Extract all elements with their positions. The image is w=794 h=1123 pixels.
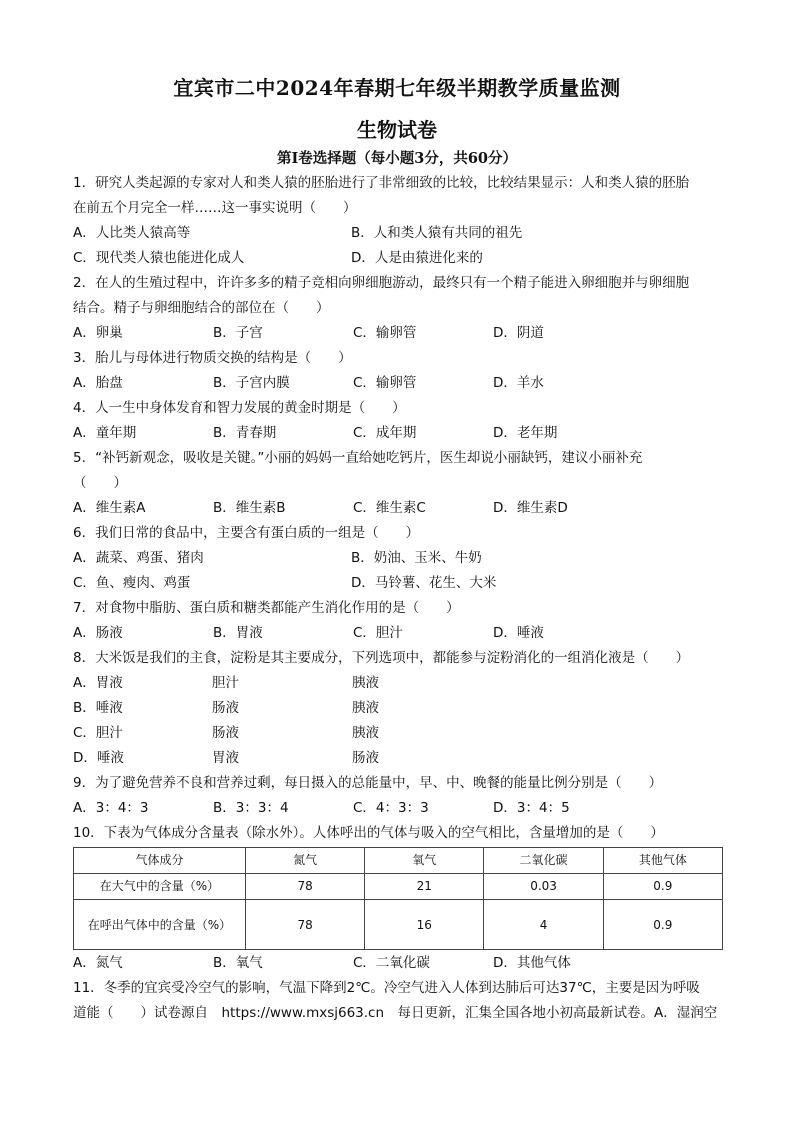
option-label: D．唾液 <box>73 750 124 766</box>
table-cell: 4 <box>484 900 603 950</box>
table-cell: 78 <box>245 900 364 950</box>
question-stem-line: 2．在人的生殖过程中，许许多多的精子竞相向卵细胞游动，最终只有一个精子能进入卵细胞并与卵细胞 <box>73 275 690 291</box>
gas-composition-table <box>73 847 723 950</box>
option-row <box>73 621 723 646</box>
option-c: C．输卵管 <box>353 375 417 391</box>
question-stem-line: 5．“补钙新观念，吸收是关键。”小丽的妈妈一直给她吃钙片，医生却说小丽缺钙，建议小丽补充 <box>73 450 643 466</box>
option-c: C．二氧化碳 <box>353 955 430 971</box>
option-row-d <box>73 746 723 771</box>
question-stem-line: 4．人一生中身体发育和智力发展的黄金时期是（ ） <box>73 400 406 416</box>
question-3 <box>73 346 723 396</box>
option-c: C．成年期 <box>353 425 417 441</box>
table-cell: 0.9 <box>603 900 722 950</box>
option-d: D．维生素D <box>493 500 568 516</box>
question-list <box>73 171 723 1026</box>
question-11 <box>73 976 723 1026</box>
option-d: D．其他气体 <box>493 955 571 971</box>
option-row <box>73 246 723 271</box>
question-7 <box>73 596 723 646</box>
option-label: C．胆汁 <box>73 725 123 741</box>
question-stem-line: 道能（ ）试卷源自 https://www.mxsj663.cn 每日更新，汇集全国各地小初高最新试卷。A．湿润空 <box>73 1005 718 1021</box>
option-item: 肠液 <box>212 700 239 716</box>
table-header: 其他气体 <box>603 848 722 874</box>
option-c: C．4：3：3 <box>353 800 429 816</box>
option-d: D．马铃薯、花生、大米 <box>351 575 497 591</box>
option-b: B．奶油、玉米、牛奶 <box>351 550 482 566</box>
option-c: C．鱼、瘦肉、鸡蛋 <box>73 575 191 591</box>
question-stem-line: 11．冬季的宜宾受冷空气的影响，气温下降到2℃。冷空气进入人体到达肺后可达37℃，主要是因为呼吸 <box>73 980 700 996</box>
option-row <box>73 571 723 596</box>
table-cell: 21 <box>365 874 484 900</box>
option-c: C．胆汁 <box>353 625 403 641</box>
option-a: A．氮气 <box>73 955 123 971</box>
option-label: A．胃液 <box>73 675 123 691</box>
exam-subject: 生物试卷 <box>357 118 437 142</box>
question-stem-line: （ ） <box>73 475 127 491</box>
exam-title: 宜宾市二中2024年春期七年级半期教学质量监测 <box>173 76 621 100</box>
question-8 <box>73 646 723 771</box>
option-row-a <box>73 671 723 696</box>
question-4 <box>73 396 723 446</box>
question-stem-line: 在前五个月完全一样……这一事实说明（ ） <box>73 200 357 216</box>
option-label: B．唾液 <box>73 700 123 716</box>
question-stem-line: 3．胎儿与母体进行物质交换的结构是（ ） <box>73 350 352 366</box>
option-b: B．胃液 <box>213 625 263 641</box>
table-header: 气体成分 <box>74 848 246 874</box>
option-item: 肠液 <box>352 750 379 766</box>
table-cell: 0.03 <box>484 874 603 900</box>
option-a: A．卵巢 <box>73 325 123 341</box>
option-row <box>73 496 723 521</box>
question-stem-line: 6．我们日常的食品中，主要含有蛋白质的一组是（ ） <box>73 525 420 541</box>
question-stem-line: 8．大米饭是我们的主食，淀粉是其主要成分，下列选项中，都能参与淀粉消化的一组消化液是（ ） <box>73 650 690 666</box>
question-9 <box>73 771 723 821</box>
section-heading: 第Ⅰ卷选择题（每小题3分，共60分） <box>276 150 518 167</box>
option-b: B．3：3：4 <box>213 800 289 816</box>
option-item: 胆汁 <box>212 675 239 691</box>
table-cell: 16 <box>365 900 484 950</box>
question-stem-line: 1．研究人类起源的专家对人和类人猿的胚胎进行了非常细致的比较，比较结果显示：人和类人猿的胚胎 <box>73 175 690 191</box>
table-cell: 78 <box>245 874 364 900</box>
table-header: 氧气 <box>365 848 484 874</box>
option-a: A．维生素A <box>73 500 146 516</box>
table-header: 氮气 <box>245 848 364 874</box>
option-d: D．羊水 <box>493 375 544 391</box>
option-d: D．人是由猿进化来的 <box>351 250 483 266</box>
option-item: 胰液 <box>352 725 379 741</box>
table-row <box>74 874 723 900</box>
question-stem-line: 结合。精子与卵细胞结合的部位在（ ） <box>73 300 330 316</box>
option-item: 胰液 <box>352 700 379 716</box>
option-row <box>73 796 723 821</box>
option-d: D．唾液 <box>493 625 544 641</box>
question-6 <box>73 521 723 596</box>
question-stem-line: 9．为了避免营养不良和营养过剩，每日摄入的总能量中，早、中、晚餐的能量比例分别是（ ） <box>73 775 663 791</box>
option-c: C．输卵管 <box>353 325 417 341</box>
option-d: D．3：4：5 <box>493 800 570 816</box>
option-b: B．青春期 <box>213 425 277 441</box>
option-a: A．人比类人猿高等 <box>73 225 191 241</box>
question-10 <box>73 821 723 976</box>
table-row <box>74 900 723 950</box>
option-row <box>73 546 723 571</box>
option-row <box>73 371 723 396</box>
option-row <box>73 951 723 976</box>
option-row <box>73 321 723 346</box>
question-stem-line: 10．下表为气体成分含量表（除水外）。人体呼出的气体与吸入的空气相比，含量增加的是（ ） <box>73 825 664 841</box>
table-cell: 在大气中的含量（%） <box>74 874 246 900</box>
option-item: 胃液 <box>212 750 239 766</box>
table-header: 二氧化碳 <box>484 848 603 874</box>
table-cell: 在呼出气体中的含量（%） <box>74 900 246 950</box>
question-2 <box>73 271 723 346</box>
table-header-row <box>74 848 723 874</box>
option-d: D．老年期 <box>493 425 558 441</box>
option-item: 胰液 <box>352 675 379 691</box>
question-5 <box>73 446 723 521</box>
option-b: B．氧气 <box>213 955 263 971</box>
question-stem-line: 7．对食物中脂肪、蛋白质和糖类都能产生消化作用的是（ ） <box>73 600 460 616</box>
option-row-b <box>73 696 723 721</box>
table-cell: 0.9 <box>603 874 722 900</box>
option-row-c <box>73 721 723 746</box>
option-item: 肠液 <box>212 725 239 741</box>
option-c: C．现代类人猿也能进化成人 <box>73 250 245 266</box>
option-b: B．人和类人猿有共同的祖先 <box>351 225 523 241</box>
option-a: A．童年期 <box>73 425 137 441</box>
option-d: D．阴道 <box>493 325 544 341</box>
option-a: A．3：4：3 <box>73 800 149 816</box>
option-b: B．子宫内膜 <box>213 375 290 391</box>
option-b: B．子宫 <box>213 325 263 341</box>
option-b: B．维生素B <box>213 500 286 516</box>
option-row <box>73 221 723 246</box>
option-c: C．维生素C <box>353 500 426 516</box>
question-1 <box>73 171 723 271</box>
option-a: A．肠液 <box>73 625 123 641</box>
option-row <box>73 421 723 446</box>
option-a: A．蔬菜、鸡蛋、猪肉 <box>73 550 204 566</box>
option-a: A．胎盘 <box>73 375 123 391</box>
